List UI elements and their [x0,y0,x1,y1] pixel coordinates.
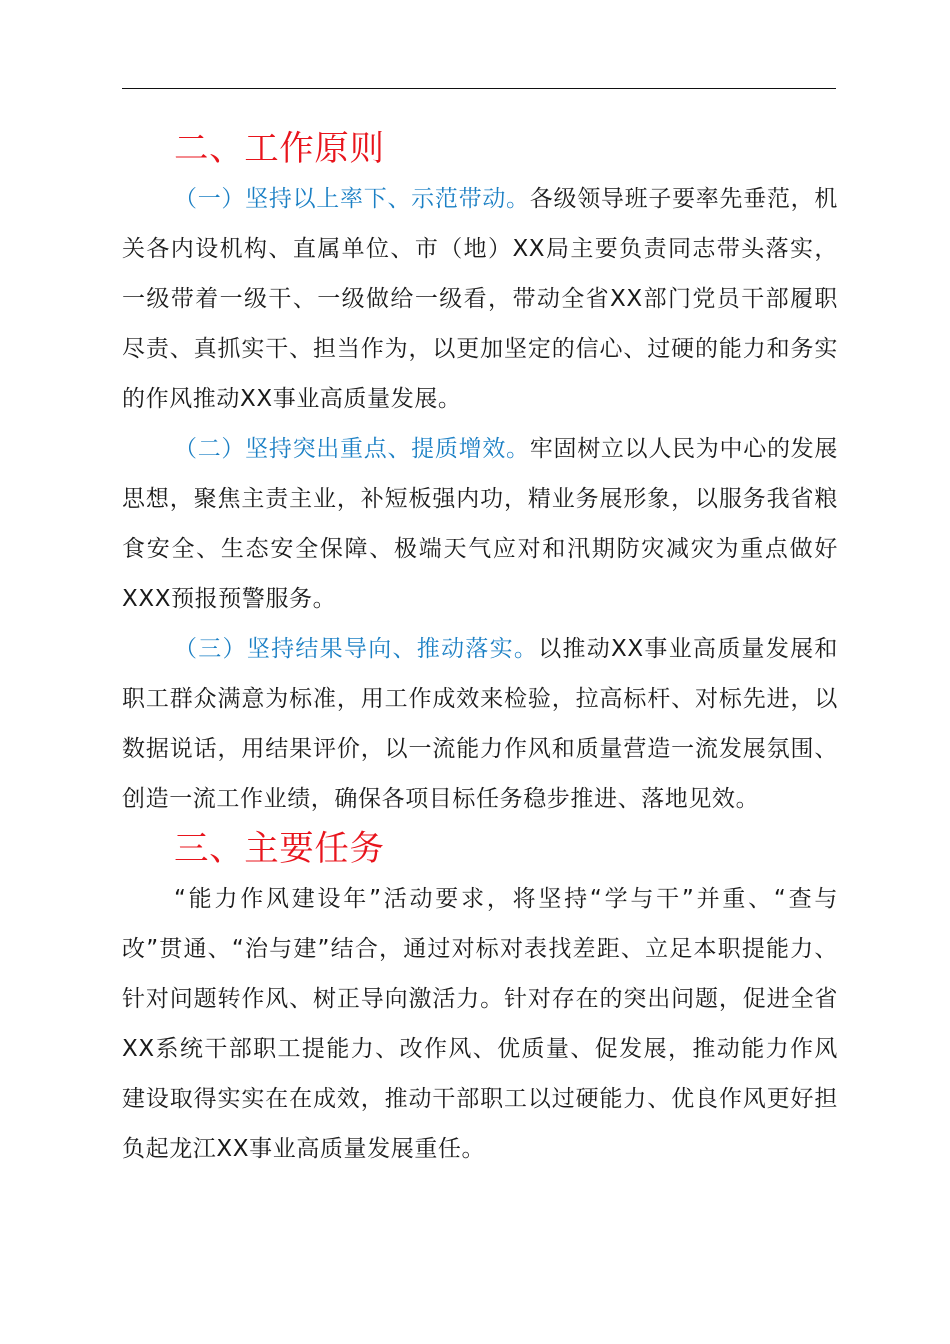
document-body [122,124,838,1174]
tasks-paragraph [122,874,838,1174]
principle-paragraph-2 [122,424,838,624]
section-heading-principles: 二、工作原则 [174,129,385,169]
principle-title-2: （二）坚持突出重点、提质增效。 [174,436,530,462]
principle-paragraph-1 [122,174,838,424]
principle-body-1: 各级领导班子要率先垂范，机关各内设机构、直属单位、市（地）XX局主要负责同志带头落实，一级带着一级干、一级做给一级看，带动全省XX部门党员干部履职尽责、真抓实干、担当作为，以更加坚定的信心、过硬的能力和务实的作风推动XX事业高质量发展。 [122,186,838,412]
principle-body-3: 以推动XX事业高质量发展和职工群众满意为标准，用工作成效来检验，拉高标杆、对标先进，以数据说话，用结果评价，以一流能力作风和质量营造一流发展氛围、创造一流工作业绩，确保各项目标任务稳步推进、落地见效。 [122,636,838,812]
header-rule [122,88,836,89]
tasks-body: “能力作风建设年”活动要求，将坚持“学与干”并重、“查与改”贯通、“治与建”结合，通过对标对表找差距、立足本职提能力、针对问题转作风、树正导向激活力。针对存在的突出问题，促进全省XX系统干部职工提能力、改作风、优质量、促发展，推动能力作风建设取得实实在在成效，推动干部职工以过硬能力、优良作风更好担负起龙江XX事业高质量发展重任。 [122,886,838,1162]
principle-paragraph-3 [122,624,838,824]
principle-body-2: 牢固树立以人民为中心的发展思想，聚焦主责主业，补短板强内功，精业务展形象，以服务我省粮食安全、生态安全保障、极端天气应对和汛期防灾减灾为重点做好XXX预报预警服务。 [122,436,838,612]
principle-title-3: （三）坚持结果导向、推动落实。 [174,636,539,662]
section-heading-tasks: 三、主要任务 [174,829,385,869]
principle-title-1: （一）坚持以上率下、示范带动。 [174,186,530,212]
